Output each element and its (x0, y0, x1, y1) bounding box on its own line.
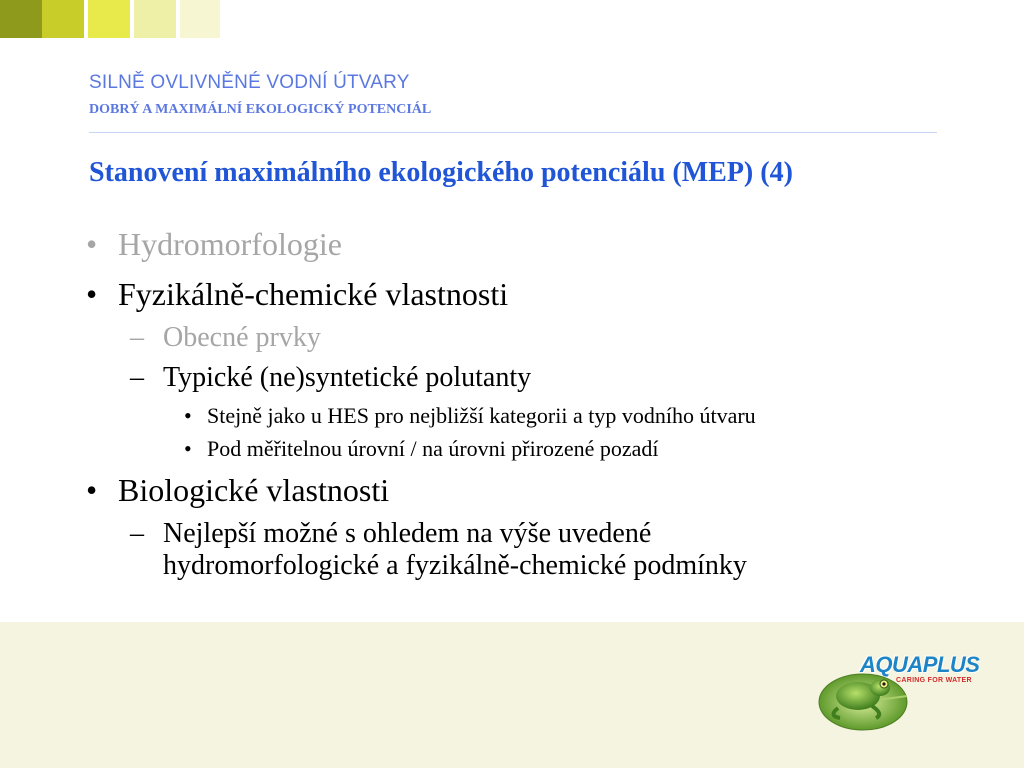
bullet-text: Typické (ne)syntetické polutanty (163, 362, 532, 393)
aquaplus-logo (818, 650, 998, 742)
section-title: SILNĚ OVLIVNĚNÉ VODNÍ ÚTVARY (89, 72, 410, 93)
decor-square-1 (0, 0, 42, 38)
slide-title: Stanovení maximálního ekologického potenciálu (MEP) (4) (89, 157, 793, 188)
bullet-text: Nejlepší možné s ohledem na výše uvedené (163, 518, 652, 549)
bullet-text: Hydromorfologie (118, 226, 342, 262)
subsection-title: DOBRÝ A MAXIMÁLNÍ EKOLOGICKÝ POTENCIÁL (89, 102, 432, 117)
header-divider (89, 132, 937, 133)
bullet-text: Stejně jako u HES pro nejbližší kategorii a typ vodního útvaru (207, 403, 756, 428)
bullet-marker: • (86, 472, 98, 508)
logo-name: AQUAPLUS (860, 652, 980, 677)
dash-marker: – (130, 362, 144, 393)
decor-square-4 (134, 0, 176, 38)
bullet-continuation: hydromorfologické a fyzikálně-chemické podmínky (163, 550, 747, 581)
dash-marker: – (130, 322, 144, 353)
decor-square-2 (42, 0, 84, 38)
logo-tagline: CARING FOR WATER (896, 677, 972, 684)
bullet-text: Obecné prvky (163, 322, 321, 353)
bullet-text: Pod měřitelnou úrovní / na úrovni přirozené pozadí (207, 436, 659, 461)
bullet-text: Fyzikálně-chemické vlastnosti (118, 276, 509, 312)
decor-square-3 (88, 0, 130, 38)
decor-square-5 (180, 0, 220, 38)
bullet-text: Biologické vlastnosti (118, 472, 390, 508)
dash-marker: – (130, 518, 144, 549)
bullet-marker: • (184, 403, 192, 428)
bullet-marker: • (86, 276, 98, 312)
bullet-marker: • (86, 226, 98, 262)
bullet-marker: • (184, 436, 192, 461)
